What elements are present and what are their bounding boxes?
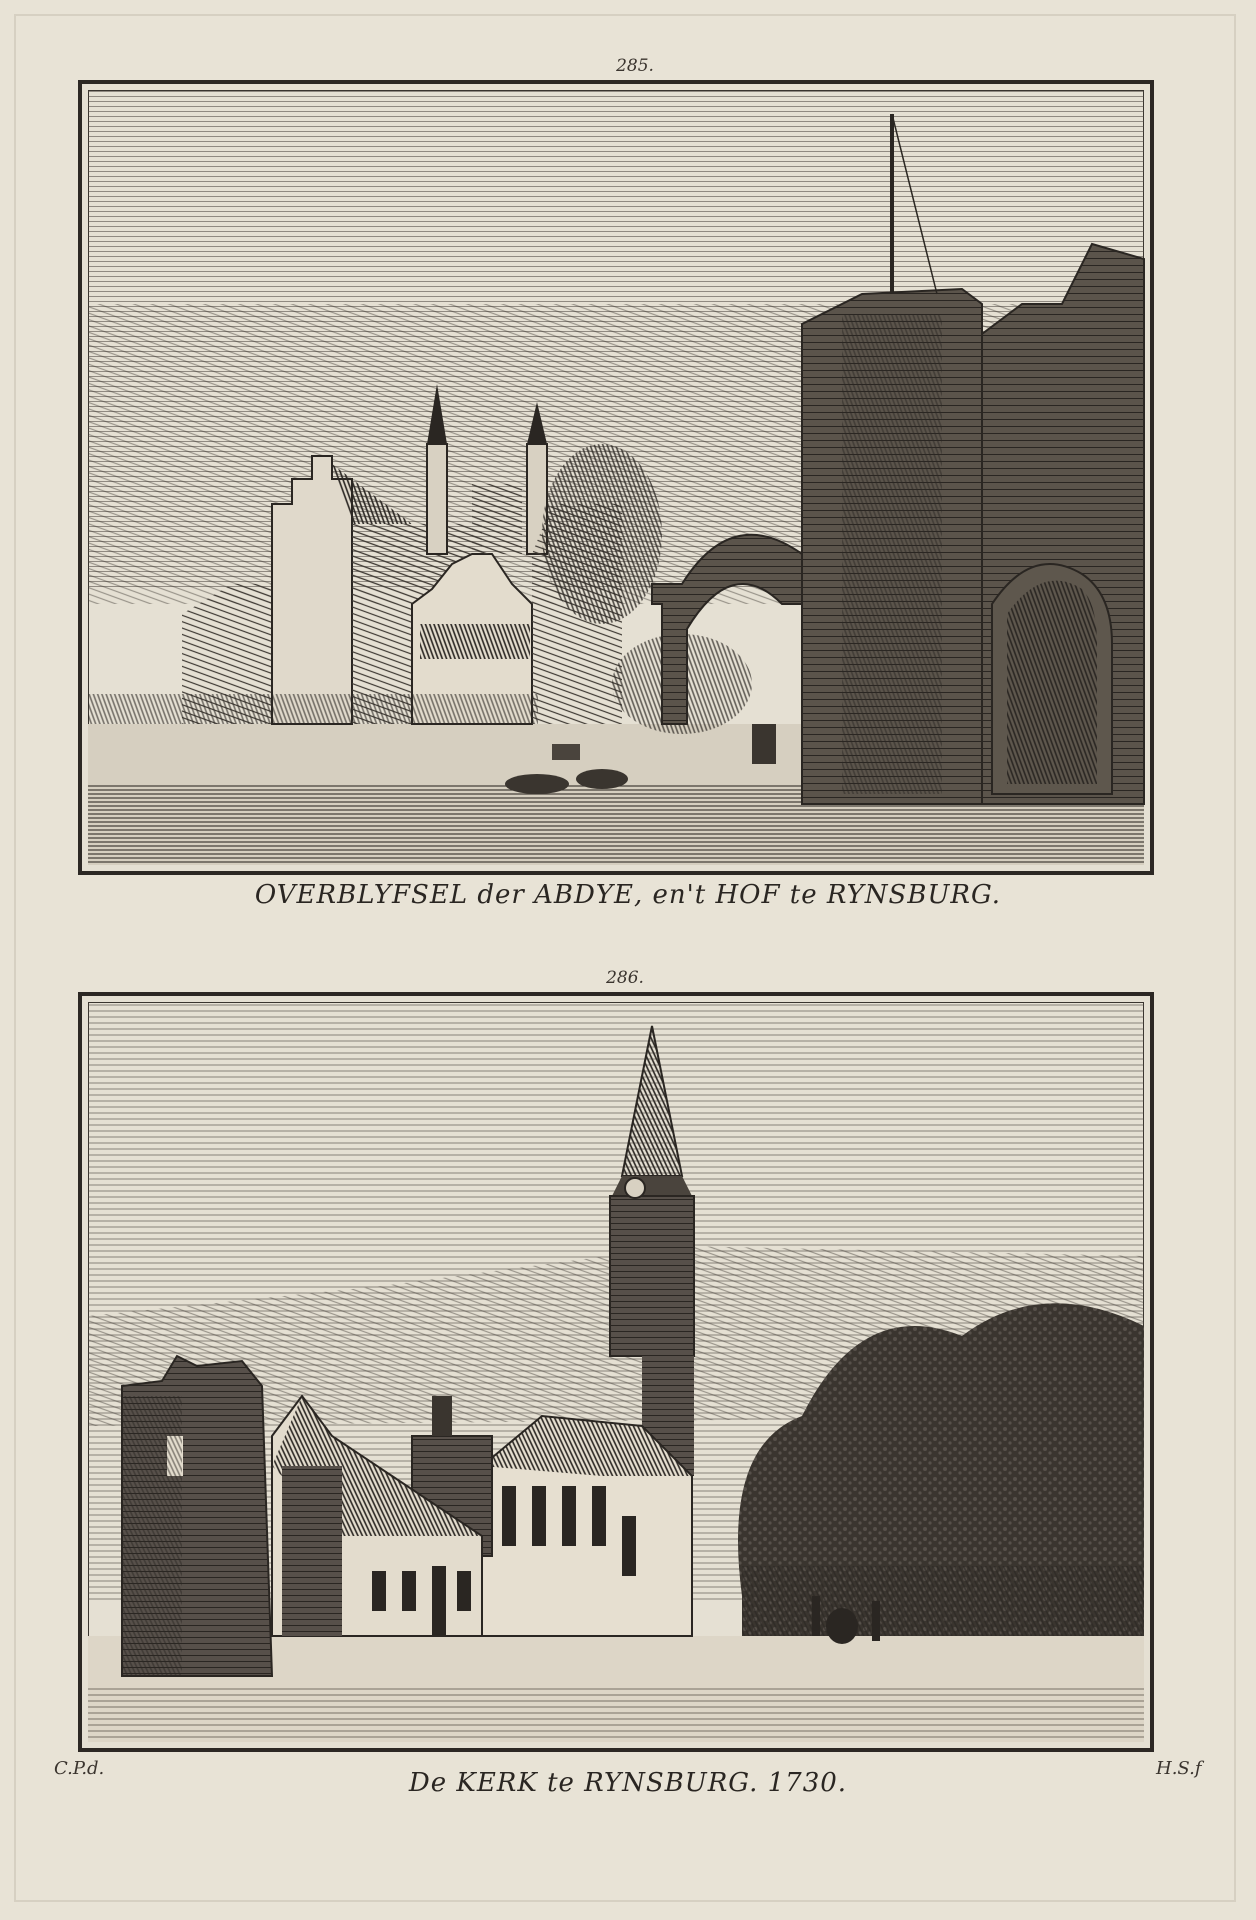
engraving-abbey-ruins	[78, 80, 1154, 875]
abbey-scene	[82, 84, 1150, 871]
caption-bottom: De KERK te RYNSBURG. 1730.	[408, 1768, 848, 1798]
church-scene	[82, 996, 1150, 1748]
caption-top: OVERBLYFSEL der ABDYE, en't HOF te RYNSBURG.	[254, 880, 1002, 910]
plate-number-bottom: 286.	[606, 968, 644, 988]
plate-number-top: 285.	[616, 56, 654, 76]
credit-draughtsman: C.P.d.	[54, 1758, 105, 1779]
credit-engraver: H.S.f	[1156, 1758, 1202, 1779]
engraving-church	[78, 992, 1154, 1752]
